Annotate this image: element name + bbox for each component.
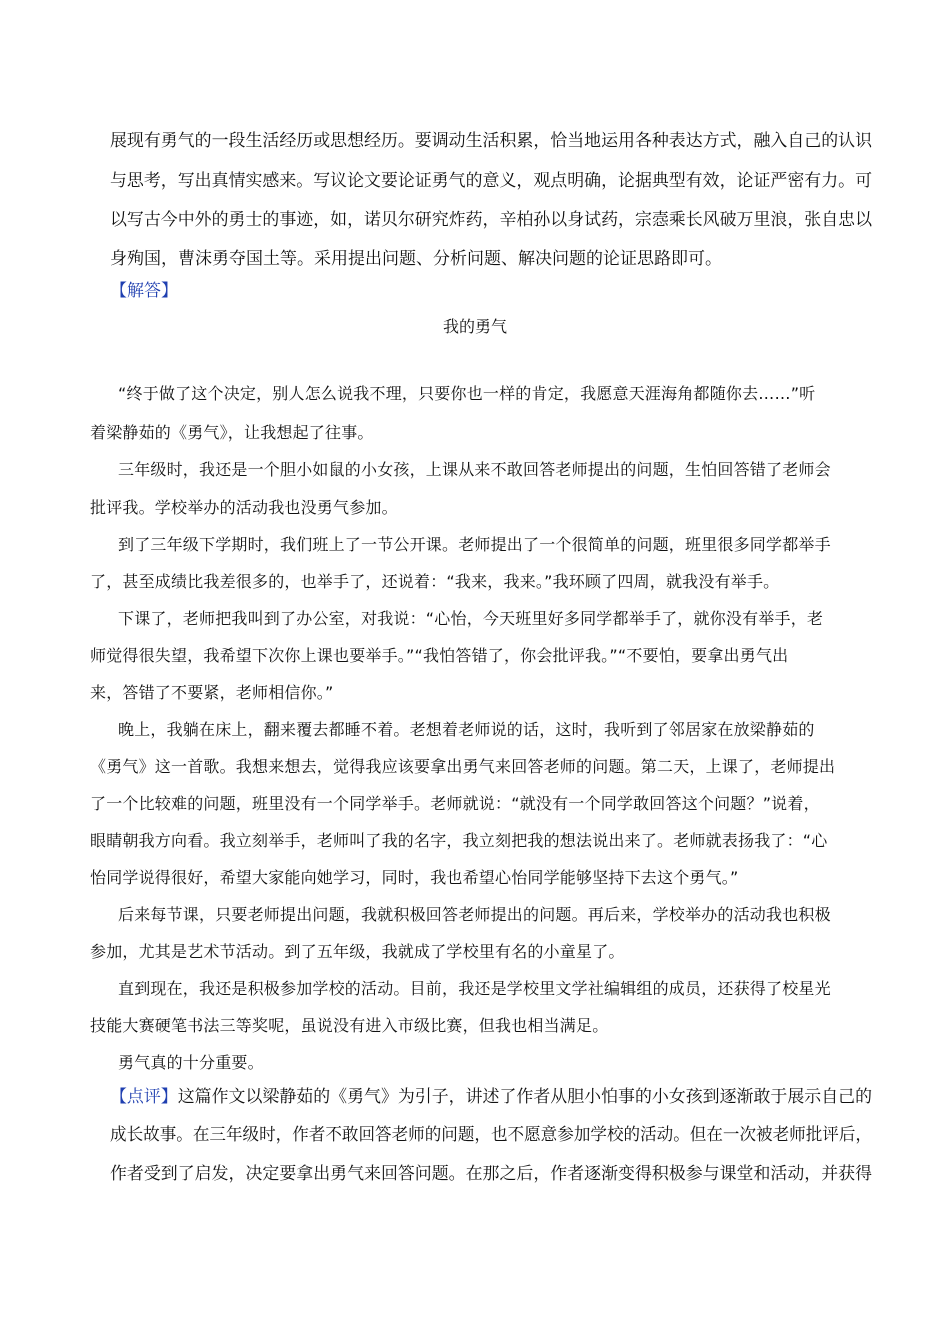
- answer-label: 【解答】: [110, 281, 178, 301]
- essay-line: 三年级时，我还是一个胆小如鼠的小女孩，上课从来不敢回答老师提出的问题，生怕回答错了老师会: [118, 460, 831, 479]
- essay-line: 《勇气》这一首歌。我想来想去，觉得我应该要拿出勇气来回答老师的问题。第二天，上课了，老师提出: [90, 757, 836, 776]
- intro-line: 展现有勇气的一段生活经历或思想经历。要调动生活积累，恰当地运用各种表达方式，融入自己的认识: [110, 131, 873, 151]
- essay-line: “终于做了这个决定，别人怎么说我不理，只要你也一样的肯定，我愿意天涯海角都随你去……”听: [118, 384, 816, 403]
- essay-line: 后来每节课，只要老师提出问题，我就积极回答老师提出的问题。再后来，学校举办的活动我也积极: [118, 905, 831, 924]
- essay-line: 直到现在，我还是积极参加学校的活动。目前，我还是学校里文学社编辑组的成员，还获得了校星光: [118, 979, 831, 998]
- essay-line: 了，甚至成绩比我差很多的，也举手了，还说着：“我来，我来。”我环顾了四周，就我没有举手。: [90, 572, 780, 591]
- essay-line: 来，答错了不要紧，老师相信你。”: [90, 683, 334, 702]
- comment-line: 作者受到了启发，决定要拿出勇气来回答问题。在那之后，作者逐渐变得积极参与课堂和活动，并获得: [110, 1164, 873, 1184]
- essay-line: 师觉得很失望，我希望下次你上课也要举手。”“我怕答错了，你会批评我。”“不要怕，要拿出勇气出: [90, 646, 789, 665]
- comment-line: 这篇作文以梁静茹的《勇气》为引子，讲述了作者从胆小怕事的小女孩到逐渐敢于展示自己的: [177, 1087, 873, 1107]
- comment-label: 【点评】: [110, 1087, 178, 1107]
- essay-line: 参加，尤其是艺术节活动。到了五年级，我就成了学校里有名的小童星了。: [90, 942, 625, 961]
- comment-first-line: [110, 1086, 872, 1108]
- intro-line: 身殉国，曹沫勇夺国土等。采用提出问题、分析问题、解决问题的论证思路即可。: [110, 249, 722, 269]
- essay-line: 怡同学说得很好，希望大家能向她学习，同时，我也希望心怡同学能够坚持下去这个勇气。”: [90, 868, 739, 887]
- essay-title: 我的勇气: [442, 317, 507, 336]
- essay-line: 着梁静茹的《勇气》，让我想起了往事。: [90, 423, 374, 442]
- intro-line: 以写古今中外的勇士的事迹，如，诺贝尔研究炸药，辛柏孙以身试药，宗悫乘长风破万里浪，张自忠以: [110, 210, 873, 230]
- essay-line: 眼睛朝我方向看。我立刻举手，老师叫了我的名字，我立刻把我的想法说出来了。老师就表扬我了：“心: [90, 831, 828, 850]
- intro-line: 与思考，写出真情实感来。写议论文要论证勇气的意义，观点明确，论据典型有效，论证严密有力。可: [110, 171, 873, 191]
- comment-line: 成长故事。在三年级时，作者不敢回答老师的问题，也不愿意参加学校的活动。但在一次被老师批评后，: [110, 1125, 872, 1145]
- essay-line: 批评我。学校举办的活动我也没勇气参加。: [90, 498, 398, 517]
- essay-line: 下课了，老师把我叫到了办公室，对我说：“心怡，今天班里好多同学都举手了，就你没有举手，老: [118, 609, 824, 628]
- essay-line: 勇气真的十分重要。: [118, 1053, 264, 1072]
- essay-line: 了一个比较难的问题，班里没有一个同学举手。老师就说：“就没有一个同学敢回答这个问题？”说着，: [90, 794, 820, 813]
- essay-line: 技能大赛硬笔书法三等奖呢，虽说没有进入市级比赛，但我也相当满足。: [90, 1016, 609, 1035]
- essay-line: 到了三年级下学期时，我们班上了一节公开课。老师提出了一个很简单的问题，班里很多同学都举手: [118, 535, 831, 554]
- essay-line: 晚上，我躺在床上，翻来覆去都睡不着。老想着老师说的话，这时，我听到了邻居家在放梁静茹的: [118, 720, 815, 739]
